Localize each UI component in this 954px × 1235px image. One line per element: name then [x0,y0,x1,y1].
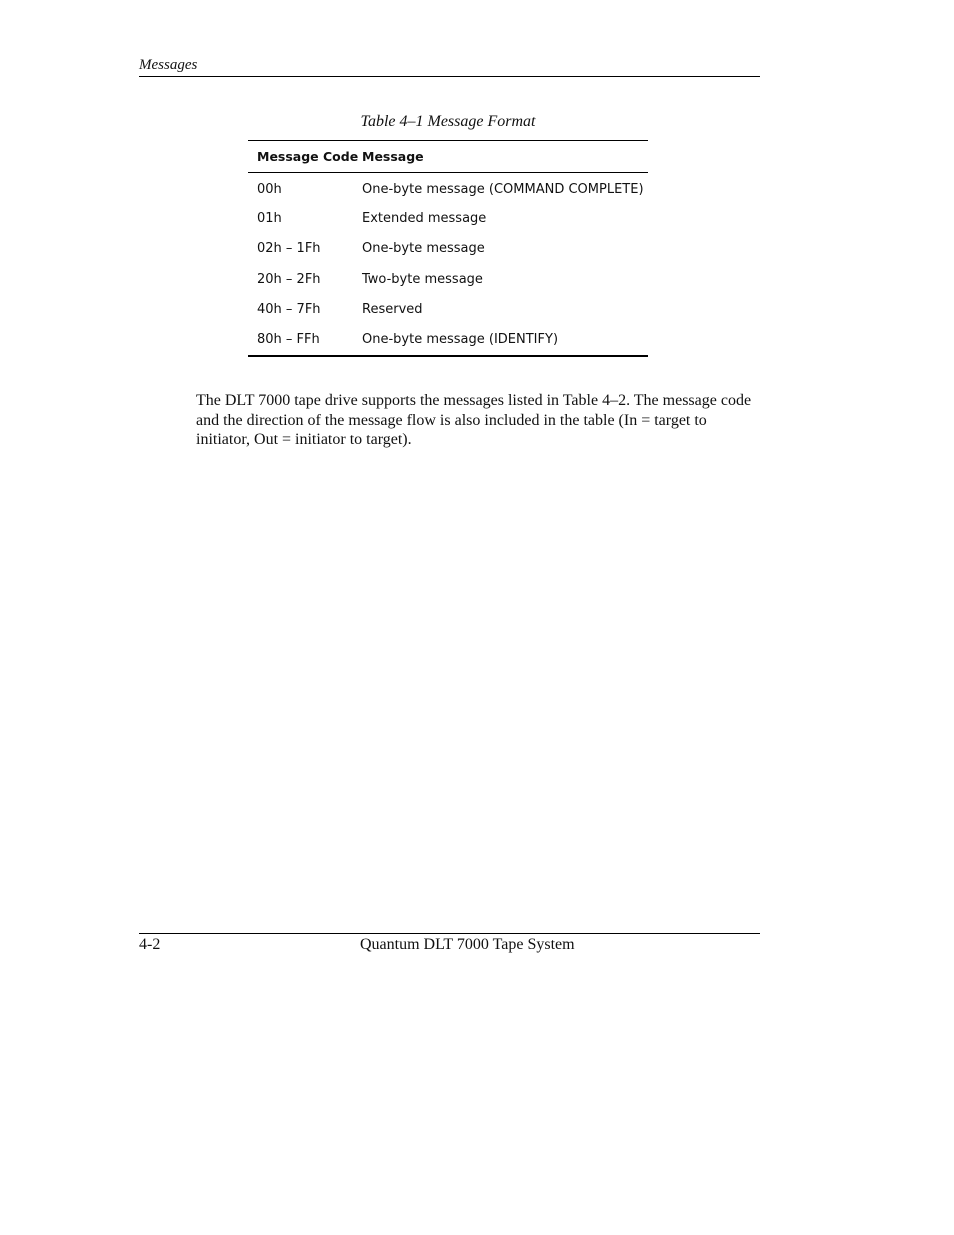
page-number: 4-2 [139,936,161,953]
table-row [248,295,648,326]
footer-rule [139,933,760,934]
message-code-cell: 40h – 7Fh [257,302,321,318]
message-code-cell: 20h – 2Fh [257,271,321,287]
message-code-cell: 80h – FFh [248,325,362,356]
table-row [248,203,648,234]
column-header-message: Message [362,141,648,173]
message-cell: One-byte message [362,241,485,257]
message-cell: Reserved [362,302,423,318]
table-header-row [248,141,648,173]
table-row [248,173,648,204]
message-cell: One-byte message (IDENTIFY) [362,325,648,356]
column-header-message-code: Message Code [248,141,362,173]
message-code-cell: 01h [257,210,282,226]
footer-title: Quantum DLT 7000 Tape System [360,936,575,953]
table-row [248,264,648,295]
running-head: Messages [139,57,198,73]
message-cell: Extended message [362,210,487,226]
message-cell: One-byte message (COMMAND COMPLETE) [362,181,644,197]
message-code-cell: 02h – 1Fh [257,241,321,257]
message-code-cell: 00h [257,181,282,197]
header-rule [139,76,760,77]
table-caption: Table 4–1 Message Format [360,113,536,130]
table-row [248,234,648,265]
message-format-table [248,140,648,357]
body-paragraph: The DLT 7000 tape drive supports the messages listed in Table 4–2. The message code and the direction of the message flow is also included in the table (In = target to initiator, Out = initiator to target). [196,392,752,448]
table-row [248,325,648,356]
message-cell: Two-byte message [362,271,483,287]
